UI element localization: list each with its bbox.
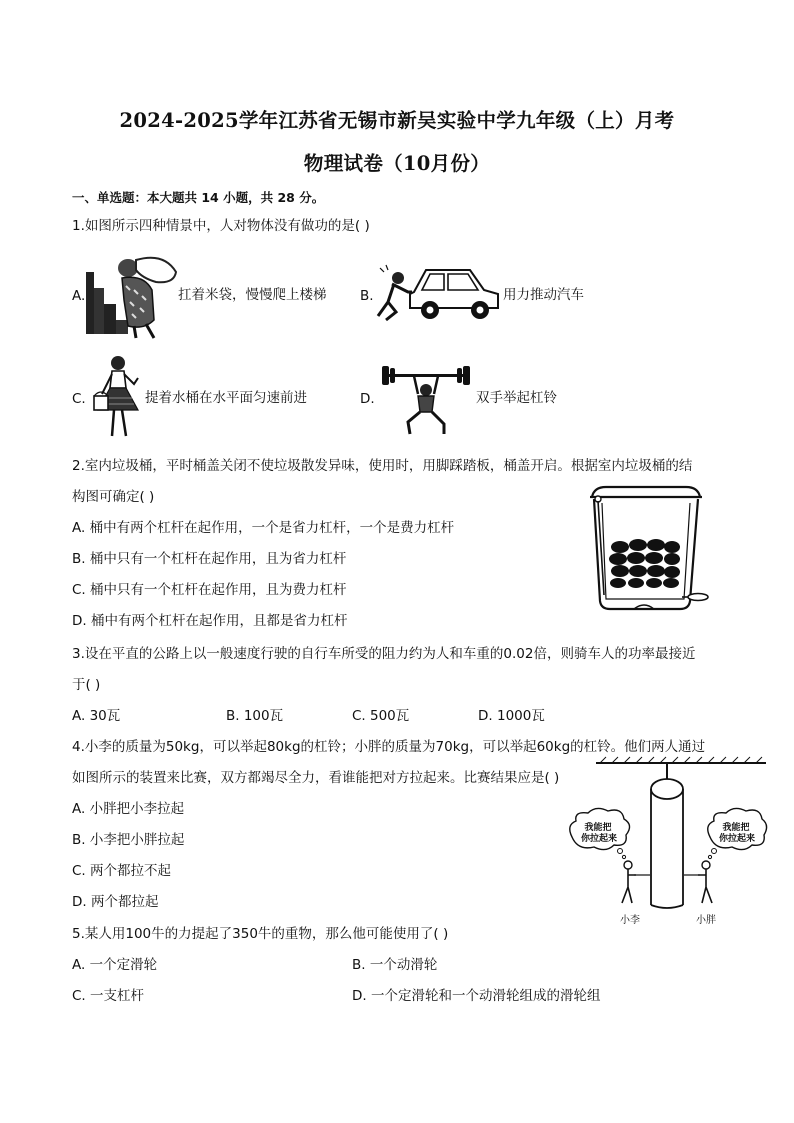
- q1-c-figure: [88, 354, 148, 440]
- q4-stem-line2: 如图所示的装置来比赛，双方都竭尽全力，看谁能把对方拉起来。比赛结果应是( ): [72, 770, 560, 786]
- q4-label-xiaopang: 小胖: [696, 915, 716, 926]
- q4-bubble-left-line2: 你拉起来: [580, 834, 618, 844]
- q1-option-c-letter: C.: [72, 391, 86, 407]
- q4-pulley-figure: [566, 755, 770, 931]
- exam-title-line2: 物理试卷（10月份）: [303, 152, 491, 175]
- q1-option-a-text: 扛着米袋，慢慢爬上楼梯: [178, 287, 327, 303]
- q4-option-d: D. 两个都拉起: [72, 894, 159, 910]
- exam-title-line1: 2024-2025学年江苏省无锡市新吴实验中学九年级（上）月考: [119, 109, 675, 132]
- q5-option-a: A. 一个定滑轮: [72, 957, 158, 973]
- q1-option-c-text: 提着水桶在水平面匀速前进: [145, 390, 307, 406]
- q2-trash-bin-figure: [586, 483, 712, 615]
- q3-option-a: A. 30瓦: [72, 708, 121, 724]
- q3-stem-line1: 3.设在平直的公路上以一般速度行驶的自行车所受的阻力约为人和车重的0.02倍，则骑车人的功率最接近: [72, 646, 696, 662]
- q1-option-b-text: 用力推动汽车: [503, 287, 584, 303]
- q2-option-b: B. 桶中只有一个杠杆在起作用，且为省力杠杆: [72, 551, 347, 567]
- q1-d-figure: [380, 360, 472, 438]
- q3-option-d: D. 1000瓦: [478, 708, 545, 724]
- q4-option-c: C. 两个都拉不起: [72, 863, 172, 879]
- q4-bubble-left-line1: 我能把: [584, 823, 612, 833]
- q1-option-b-letter: B.: [360, 288, 374, 304]
- q5-option-c: C. 一支杠杆: [72, 988, 145, 1004]
- q4-option-a: A. 小胖把小李拉起: [72, 801, 185, 817]
- q3-option-b: B. 100瓦: [226, 708, 284, 724]
- q4-bubble-right-line1: 我能把: [722, 823, 750, 833]
- section-heading: 一、单选题：本大题共 14 小题，共 28 分。: [72, 190, 325, 205]
- q1-b-figure: [374, 262, 502, 324]
- q2-option-c: C. 桶中只有一个杠杆在起作用，且为费力杠杆: [72, 582, 347, 598]
- q3-option-c: C. 500瓦: [352, 708, 410, 724]
- q1-option-a-letter: A.: [72, 288, 86, 304]
- q4-stem-line1: 4.小李的质量为50kg，可以举起80kg的杠铃；小胖的质量为70kg，可以举起60kg的杠铃。他们两人通过: [72, 739, 706, 755]
- q3-stem-line2: 于( ): [72, 677, 101, 693]
- q2-option-d: D. 桶中有两个杠杆在起作用，且都是省力杠杆: [72, 613, 348, 629]
- q4-bubble-right-line2: 你拉起来: [718, 834, 756, 844]
- q1-stem: 1.如图所示四种情景中，人对物体没有做功的是( ): [72, 218, 370, 234]
- q4-option-b: B. 小李把小胖拉起: [72, 832, 185, 848]
- q1-option-d-letter: D.: [360, 391, 375, 407]
- q2-stem-line1: 2.室内垃圾桶，平时桶盖关闭不使垃圾散发异味，使用时，用脚踩踏板，桶盖开启。根据室内垃圾桶的结: [72, 458, 693, 474]
- q2-stem-line2: 构图可确定( ): [72, 489, 155, 505]
- q1-option-d-text: 双手举起杠铃: [476, 390, 557, 406]
- q1-a-figure: [84, 250, 180, 340]
- q2-option-a: A. 桶中有两个杠杆在起作用，一个是省力杠杆，一个是费力杠杆: [72, 520, 455, 536]
- q4-label-xiaoli: 小李: [620, 915, 640, 926]
- q5-option-d: D. 一个定滑轮和一个动滑轮组成的滑轮组: [352, 988, 601, 1004]
- q5-option-b: B. 一个动滑轮: [352, 957, 438, 973]
- q5-stem: 5.某人用100牛的力提起了350牛的重物，那么他可能使用了( ): [72, 926, 449, 942]
